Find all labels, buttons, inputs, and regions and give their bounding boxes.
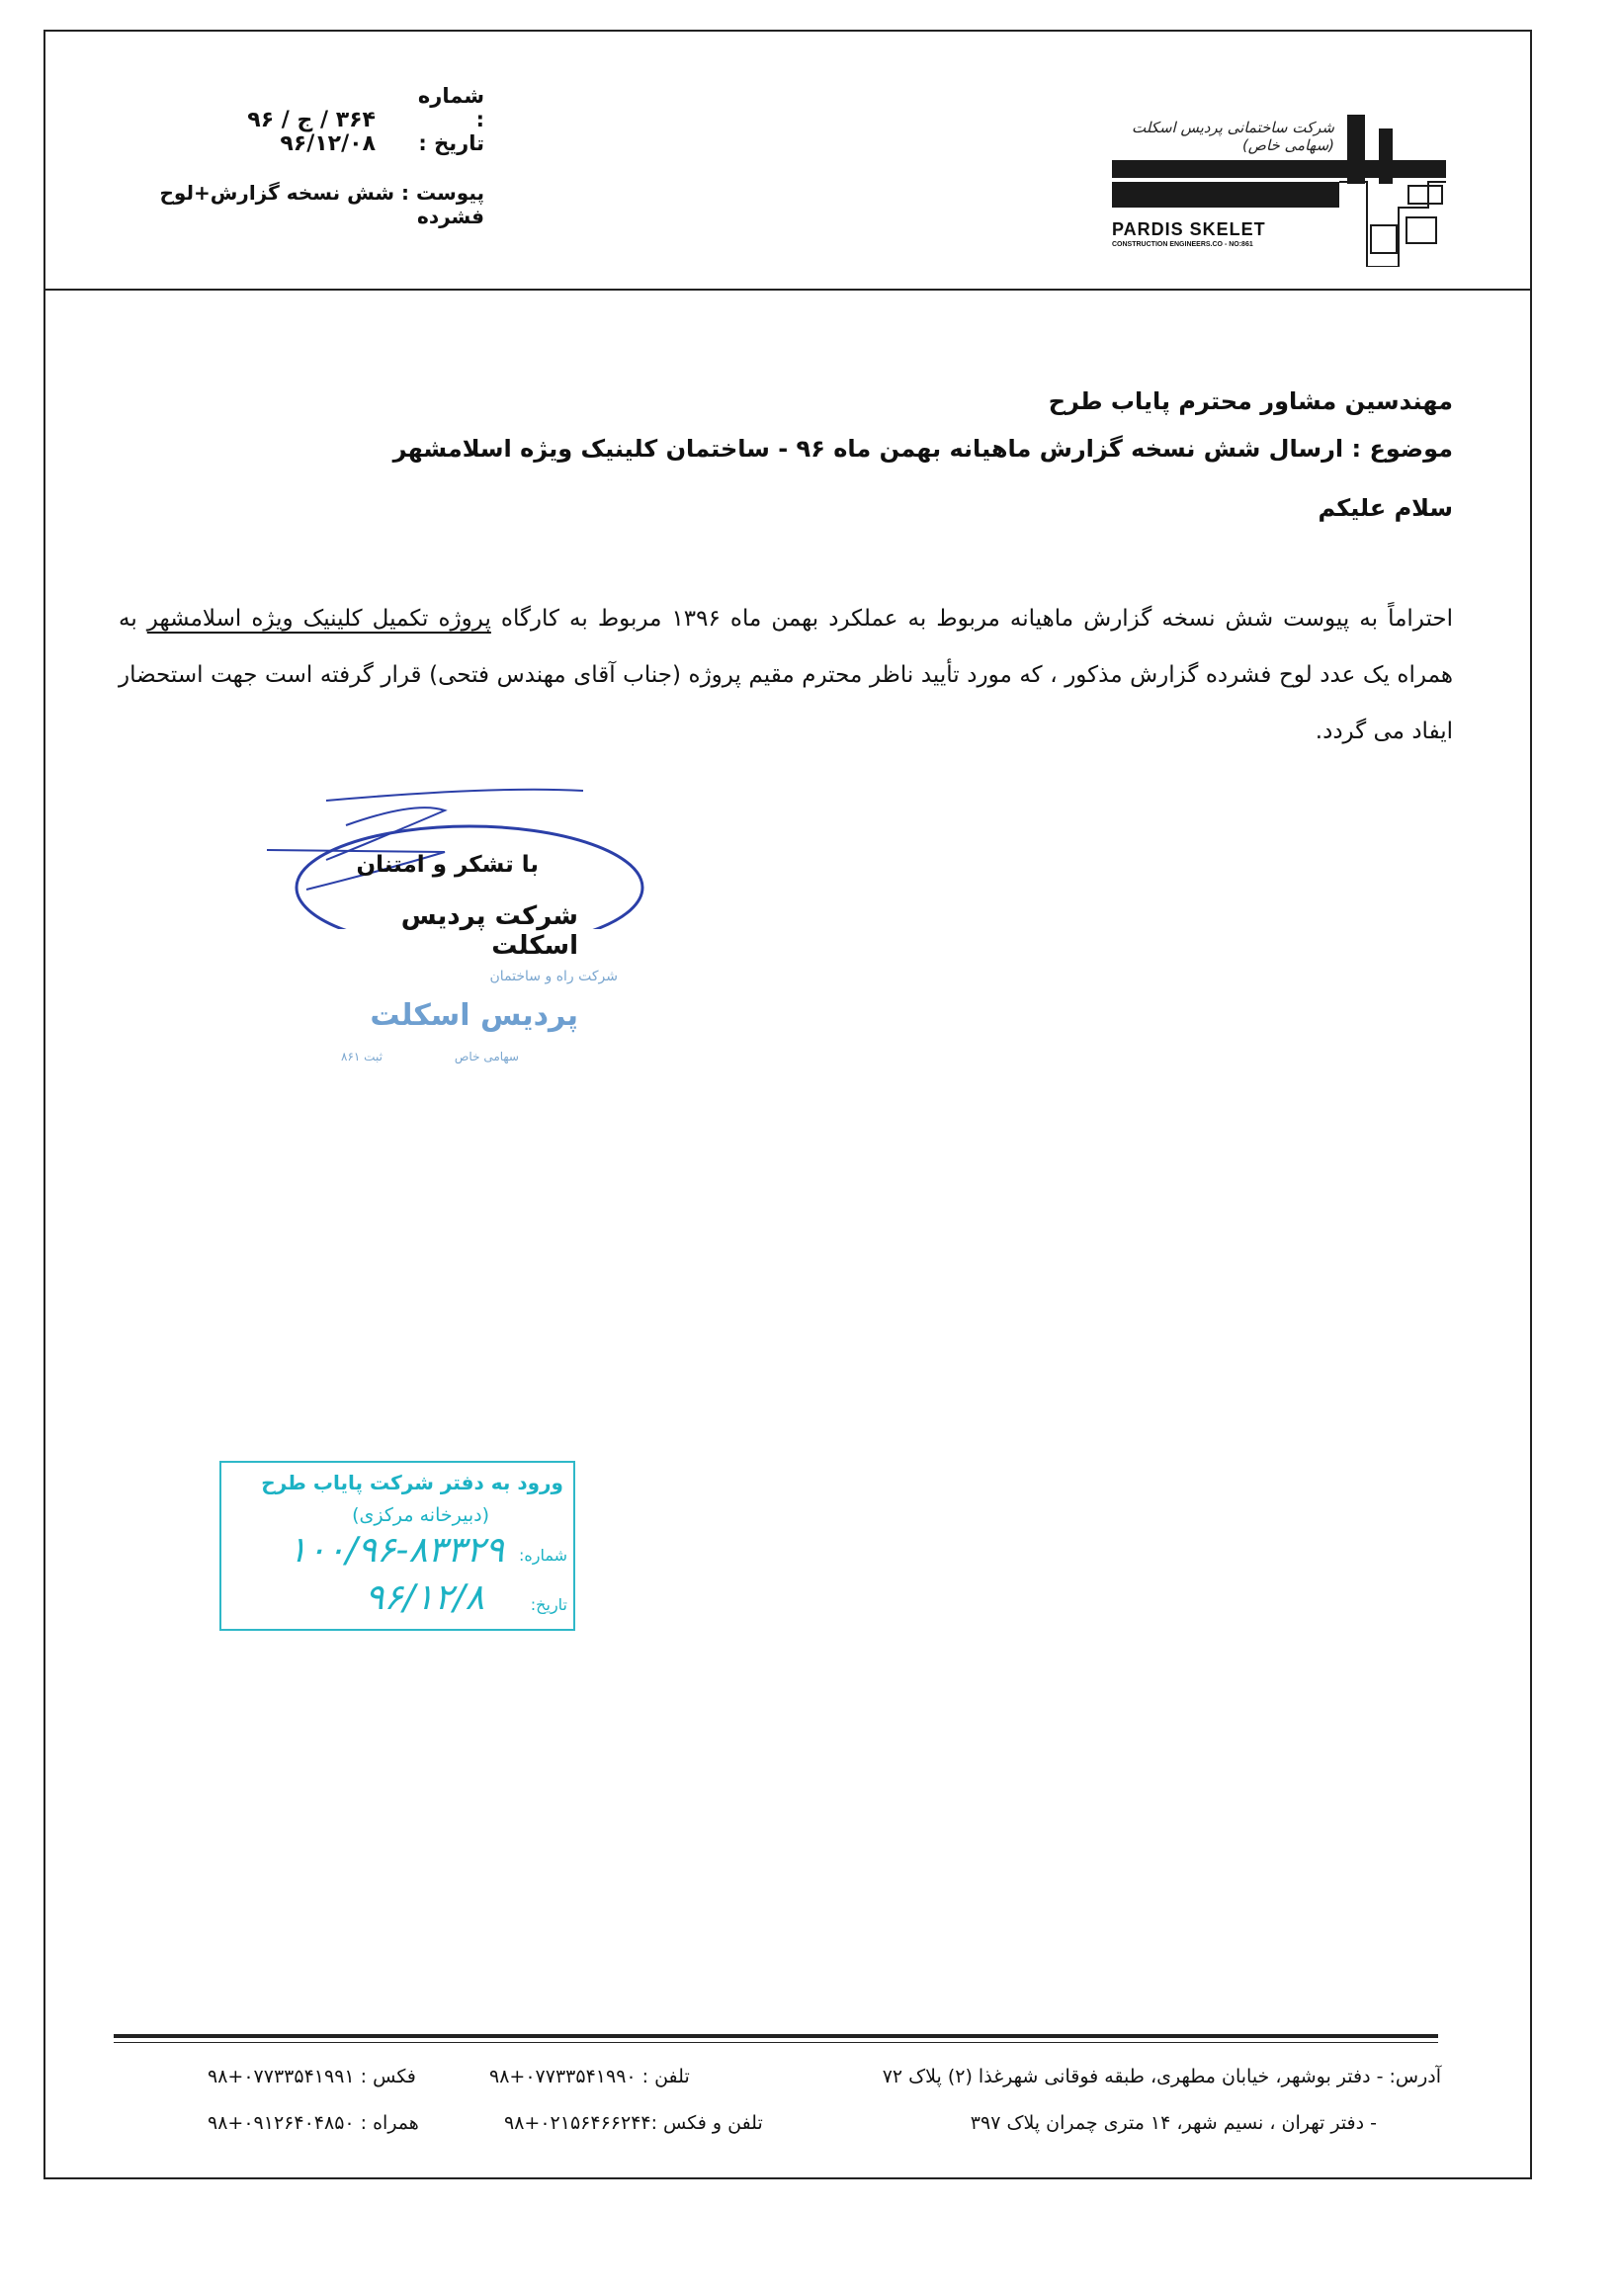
tehran-address: - دفتر تهران ، نسیم شهر، ۱۴ متری چمران پلاک ۳۹۷ (970, 2112, 1377, 2134)
project-name: پروژه تکمیل کلینیک ویژه اسلامشهر (146, 606, 491, 632)
logo-caption: CONSTRUCTION ENGINEERS.CO - NO:861 (1112, 241, 1253, 248)
received-date-value: ۹۶/۱۲/۸ (365, 1577, 484, 1618)
attachment-value: شش نسخه گزارش+لوح فشرده (159, 181, 484, 228)
tehran-phone-fax: تلفن و فکس :۰۲۱۵۶۴۶۶۲۴۴+۹۸ (504, 2112, 763, 2134)
logo-english-name: PARDIS SKELET (1112, 219, 1266, 239)
company-stamp-reg: ثبت ۸۶۱ (341, 1050, 383, 1063)
footer-divider (114, 2034, 1438, 2038)
footer-divider-thin (114, 2042, 1438, 2043)
number-label: شماره : (417, 84, 484, 131)
address-label: آدرس: (1389, 2066, 1441, 2087)
subject: موضوع : ارسال شش نسخه گزارش ماهیانه بهمن ماه ۹۶ - ساختمان کلینیک ویژه اسلامشهر (392, 435, 1453, 463)
attachment-label: پیوست : (400, 181, 484, 205)
letter-number (128, 84, 484, 132)
received-stamp (219, 1461, 575, 1631)
date-value: ۹۶/۱۲/۰۸ (280, 131, 376, 156)
page-border (43, 30, 1532, 2179)
number-value: ۳۶۴ / ج / ۹۶ (247, 108, 376, 132)
received-stamp-title: ورود به دفتر شرکت پایاب طرح (261, 1471, 563, 1494)
greeting: سلام علیکم (1318, 494, 1453, 522)
company-stamp (311, 959, 628, 1077)
received-stamp-subtitle: (دبیرخانه مرکزی) (352, 1504, 489, 1526)
company-stamp-name: پردیس اسکلت (370, 998, 578, 1033)
body-text-1: احتراماً به پیوست شش نسخه گزارش ماهیانه مربوط به عملکرد بهمن ماه ۱۳۹۶ مربوط به کارگاه (500, 606, 1454, 632)
logo-persian-name: شرکت ساختمانی پردیس اسکلت (سهامی خاص) (1131, 119, 1334, 154)
received-date-label: تاریخ: (530, 1595, 567, 1614)
company-stamp-type: سهامی خاص (454, 1050, 519, 1063)
closing: با تشکر و امتنان (356, 852, 539, 878)
footer-address-bushehr (883, 2066, 1441, 2087)
company-stamp-line1: شرکت راه و ساختمان (489, 969, 618, 984)
tehran-mobile: همراه : ۰۹۱۲۶۴۰۴۸۵۰+۹۸ (208, 2112, 419, 2134)
header-divider (43, 289, 1532, 291)
bushehr-address: - دفتر بوشهر، خیابان مطهری، طبقه فوقانی شهرغذا (۲) پلاک ۷۲ (882, 2066, 1384, 2087)
letter-date (128, 131, 484, 156)
bushehr-phone: تلفن : ۰۷۷۳۳۵۴۱۹۹۰+۹۸ (489, 2066, 690, 2087)
body-paragraph (119, 591, 1453, 760)
bushehr-fax: فکس : ۰۷۷۳۳۵۴۱۹۹۱+۹۸ (208, 2066, 416, 2087)
recipient: مهندسین مشاور محترم پایاب طرح (1048, 387, 1453, 415)
date-label: تاریخ : (418, 131, 484, 155)
received-number-value: ۱۰۰/۹۶-۸۳۳۲۹ (288, 1530, 504, 1571)
body-text-2: به همراه یک عدد لوح فشرده گزارش مذکور ، که مورد تأیید ناظر محترم مقیم پروژه (جناب آقای مهندس فتحی) قرار گرفته است جهت استحضار ایفاد می گردد. (119, 606, 1453, 744)
signatory: شرکت پردیس اسکلت (400, 901, 578, 961)
letter-attachment (128, 181, 484, 228)
received-number-label: شماره: (518, 1546, 567, 1565)
